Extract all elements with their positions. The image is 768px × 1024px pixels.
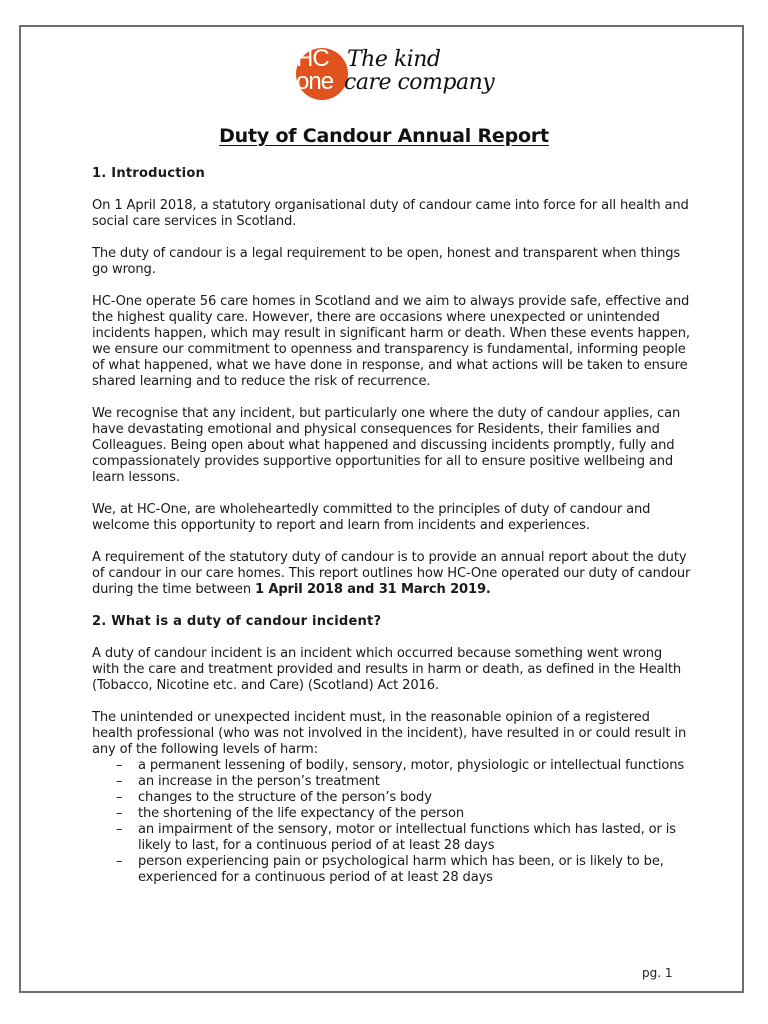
logo-badge-text-top: HC — [296, 45, 329, 72]
dash-bullet-icon: – — [116, 822, 123, 837]
paragraph: On 1 April 2018, a statutory organisational duty of candour came into force for all health and social care services in Scotland. — [92, 198, 689, 229]
paragraph: HC-One operate 56 care homes in Scotland and we aim to always provide safe, effective and the highest quality care. However, there are occasions where unexpected or unintended incidents happen, which may result in significant harm or death. When these events happen, we ensure our commitment to openness and transparency is fundamental, informing people of what happened, what we have done in response, and what actions will be taken to ensure shared learning and to reduce the risk of recurrence. — [92, 294, 690, 389]
logo-tagline-line1: The kind — [347, 47, 441, 72]
section-heading-introduction: 1. Introduction — [92, 166, 206, 181]
paragraph: The duty of candour is a legal requirement to be open, honest and transparent when things go wrong. — [92, 246, 681, 277]
section-heading-what-is-incident: 2. What is a duty of candour incident? — [92, 614, 382, 629]
document-title: Duty of Candour Annual Report — [219, 125, 549, 147]
dash-bullet-icon: – — [116, 854, 123, 869]
dash-bullet-icon: – — [116, 758, 123, 773]
reporting-period-paragraph — [92, 550, 692, 598]
list-item: – the shortening of the life expectancy of the person — [116, 806, 464, 821]
dash-bullet-icon: – — [116, 790, 123, 805]
dash-bullet-icon: – — [116, 774, 123, 789]
list-item: – an increase in the person’s treatment — [116, 774, 380, 789]
harm-levels-list — [92, 758, 692, 886]
list-item: – changes to the structure of the person’s body — [116, 790, 432, 805]
dash-bullet-icon: – — [116, 806, 123, 821]
list-item: – a permanent lessening of bodily, sensory, motor, physiologic or intellectual functions — [116, 758, 685, 773]
page-number: pg. 1 — [642, 966, 673, 980]
document-body — [92, 166, 692, 886]
company-logo — [296, 45, 495, 104]
list-item: – person experiencing pain or psychological harm which has been, or is likely to be, experienced for a continuous period of at least 28 days — [116, 854, 664, 885]
paragraph: A duty of candour incident is an incident which occurred because something went wrong with the care and treatment provided and results in harm or death, as defined in the Health (Tobacco, Nicotine etc. and Care) (Scotland) Act 2016. — [92, 646, 681, 693]
paragraph: The unintended or unexpected incident must, in the reasonable opinion of a registered health professional (who was not involved in the incident), have resulted in or could result in any of the following levels of harm: — [92, 710, 687, 757]
reporting-period-dates: 1 April 2018 and 31 March 2019. — [254, 582, 491, 597]
list-item: – an impairment of the sensory, motor or intellectual functions which has lasted, or is likely to last, for a continuous period of at least 28 days — [116, 822, 676, 853]
logo-tagline-line2: care company — [344, 70, 495, 95]
paragraph: We, at HC-One, are wholeheartedly committed to the principles of duty of candour and welcome this opportunity to report and learn from incidents and experiences. — [92, 502, 651, 533]
reporting-period-text: A requirement of the statutory duty of candour is to provide an annual report about the duty of candour in our care homes. This report outlines how HC-One operated our duty of candour during the time between — [92, 550, 691, 597]
paragraph: We recognise that any incident, but particularly one where the duty of candour applies, can have devastating emotional and physical consequences for Residents, their families and Colleagues. Being open about what happened and discussing incidents promptly, fully and compassionately provides supportive opportunities for all to ensure positive wellbeing and learn lessons. — [92, 406, 681, 485]
logo-badge-text-bottom: one — [296, 68, 334, 95]
